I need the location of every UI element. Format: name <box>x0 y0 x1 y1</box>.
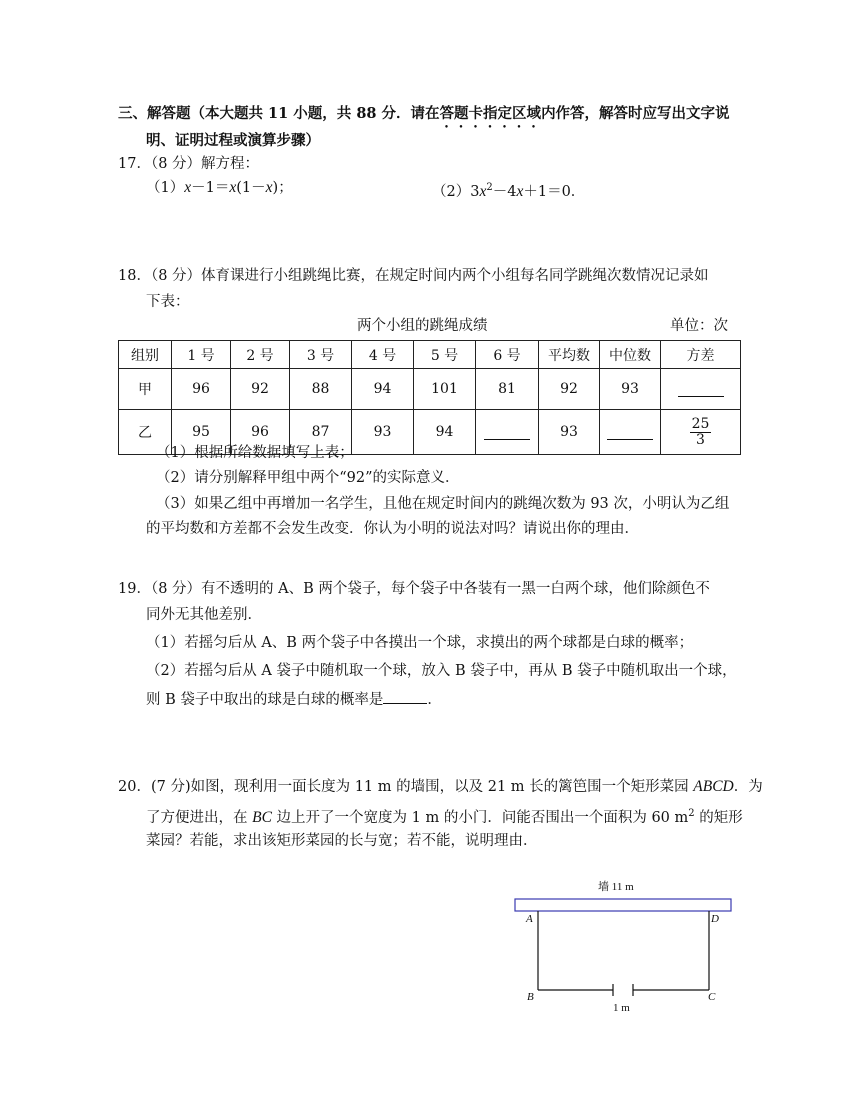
table-cell: 96 <box>172 369 231 410</box>
garden-figure <box>505 868 745 1018</box>
q18-sub2: （2）请分别解释甲组中两个“92”的实际意义． <box>156 470 460 486</box>
table-title: 两个小组的跳绳成绩 <box>357 318 488 334</box>
table-cell: 87 <box>290 410 352 455</box>
q18-head: 18．（8 分）体育课进行小组跳绳比赛，在规定时间内两个小组每名同学跳绳次数情况记录如 <box>118 268 709 284</box>
table-cell: 96 <box>231 410 290 455</box>
answer-blank[interactable] <box>383 691 427 704</box>
answer-blank[interactable] <box>678 382 724 397</box>
q18-sub1: （1）根据所给数据填写上表； <box>156 445 354 461</box>
table-cell: 94 <box>414 410 476 455</box>
blank-median-yi[interactable] <box>600 410 661 455</box>
blank-variance-jia[interactable] <box>661 369 741 410</box>
wall-label: 墙 11 m <box>598 881 634 893</box>
table-cell: 81 <box>476 369 539 410</box>
point-a-label: A <box>526 913 533 925</box>
q17-part1: （1）x－1＝x(1－x)； <box>146 179 293 196</box>
q17-head: 17．（8 分）解方程： <box>118 156 260 172</box>
answer-blank[interactable] <box>607 425 653 440</box>
table-row-jia <box>119 369 741 410</box>
point-c-label: C <box>708 991 716 1003</box>
header-cell: 2 号 <box>231 341 290 369</box>
gate-label: 1 m <box>613 1002 630 1014</box>
answer-blank[interactable] <box>484 425 530 440</box>
header-cell: 平均数 <box>539 341 600 369</box>
q20-line2: 了方便进出，在 BC 边上开了一个宽度为 1 m 的小门．问能否围出一个面积为 60 $m^2$ 的矩形 <box>146 808 743 826</box>
q18-head2: 下表： <box>146 294 190 310</box>
table-cell: 乙 <box>119 410 172 455</box>
variance-yi <box>661 410 741 455</box>
q20-line1: 20．(7 分)如图，现利用一面长度为 11 m 的墙围，以及 21 m 长的篱笆围一个矩形菜园 ABCD．为 <box>118 778 763 795</box>
header-cell: 4 号 <box>352 341 414 369</box>
q20-line3: 菜园？若能，求出该矩形菜园的长与宽；若不能，说明理由． <box>146 833 538 849</box>
table-cell: 93 <box>600 369 661 410</box>
fraction: $\frac{25}{3}$ <box>691 415 710 448</box>
q18-sub3b: 的平均数和方差都不会发生改变．你认为小明的说法对吗？请说出你的理由． <box>146 521 639 537</box>
header-cell: 3 号 <box>290 341 352 369</box>
q18-sub3: （3）如果乙组中再增加一名学生，且他在规定时间内的跳绳次数为 93 次，小明认为乙组 <box>156 496 730 512</box>
q19-sub1: （1）若摇匀后从 A、B 两个袋子中各摸出一个球，求摸出的两个球都是白球的概率； <box>146 635 694 651</box>
table-unit: 单位：次 <box>670 318 728 334</box>
q17-part2: $(2)3x^2-4x+1=0$． <box>432 182 586 200</box>
table-cell: 88 <box>290 369 352 410</box>
score-table <box>118 340 741 455</box>
header-cell: 方差 <box>661 341 741 369</box>
q19-head2: 同外无其他差别． <box>146 607 262 623</box>
table-cell: 101 <box>414 369 476 410</box>
table-cell: 94 <box>352 369 414 410</box>
table-header-row <box>119 341 741 369</box>
table-cell: 93 <box>539 410 600 455</box>
table-cell: 92 <box>539 369 600 410</box>
table-cell: 93 <box>352 410 414 455</box>
header-cell: 5 号 <box>414 341 476 369</box>
header-cell: 1 号 <box>172 341 231 369</box>
table-cell: 95 <box>172 410 231 455</box>
header-cell: 组别 <box>119 341 172 369</box>
point-d-label: D <box>711 913 719 925</box>
q19-sub2: （2）若摇匀后从 A 袋子中随机取一个球，放入 B 袋子中，再从 B 袋子中随机取出一个球， <box>146 663 737 679</box>
table-cell: 甲 <box>119 369 172 410</box>
blank-no6-yi[interactable] <box>476 410 539 455</box>
wall-rect <box>515 899 731 911</box>
section-title: 三、解答题（本大题共 11 小题，共 88 分．请在答题卡指定区域内作答，解答时应写出文字说 <box>118 105 730 122</box>
table-cell: 92 <box>231 369 290 410</box>
q19-sub3: 则 B 袋子中取出的球是白球的概率是 ． <box>146 692 442 708</box>
point-b-label: B <box>527 991 534 1003</box>
q19-head: 19．（8 分）有不透明的 A、B 两个袋子，每个袋子中各装有一黑一白两个球，他们除颜色不 <box>118 581 710 597</box>
section-title-line2: 明、证明过程或演算步骤） <box>146 132 320 149</box>
header-cell: 6 号 <box>476 341 539 369</box>
header-cell: 中位数 <box>600 341 661 369</box>
